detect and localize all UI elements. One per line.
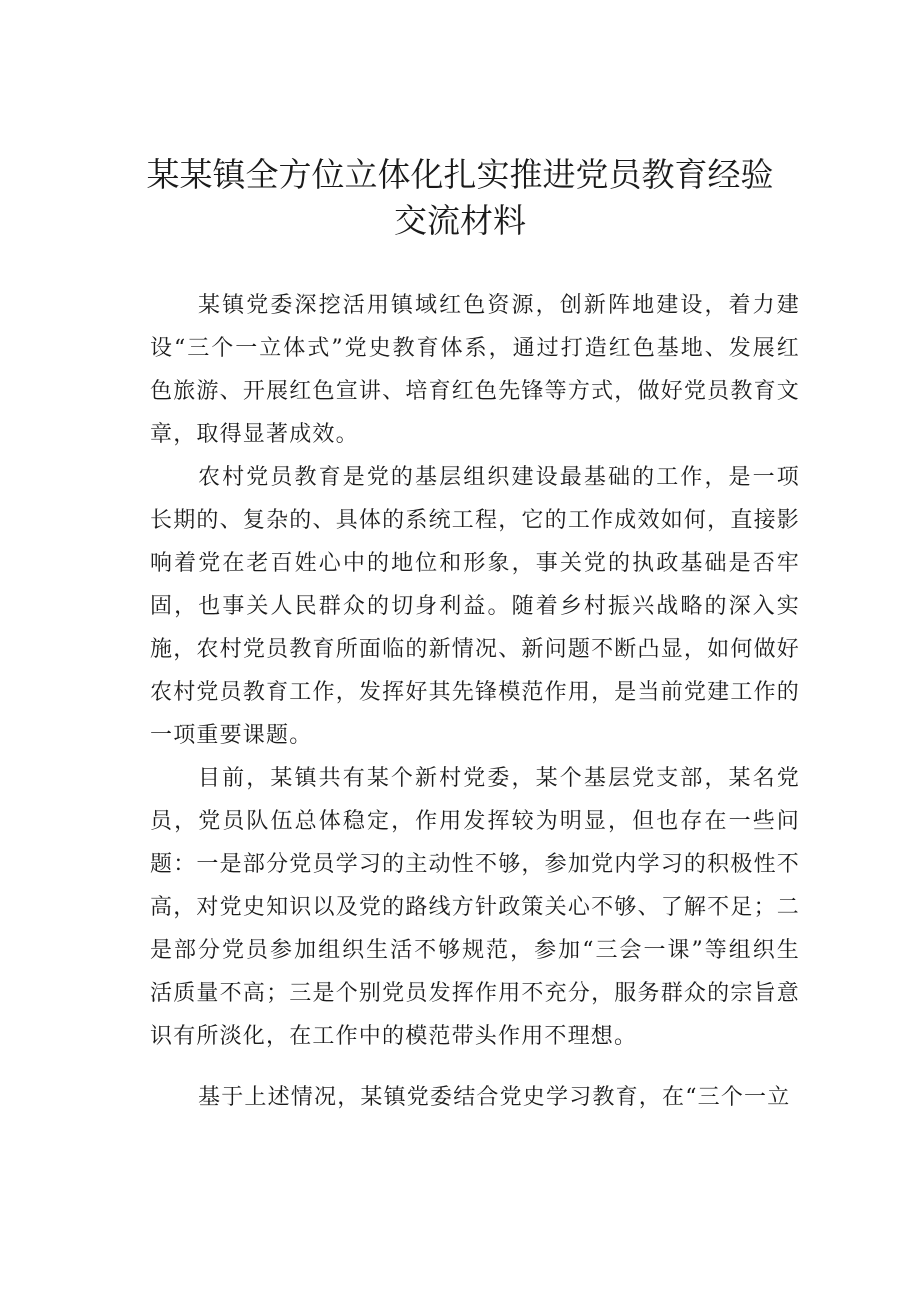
document-body [150, 284, 800, 1119]
paragraph-current-status: 目前，某镇共有某个新村党委，某个基层党支部，某名党员，党员队伍总体稳定，作用发挥较为明显，但也存在一些问题：一是部分党员学习的主动性不够，参加党内学习的积极性不高，对党史知识以及党的路线方针政策关心不够、了解不足；二是部分党员参加组织生活不够规范，参加“三会一课”等组织生活质量不高；三是个别党员发挥作用不充分，服务群众的宗旨意识有所淡化，在工作中的模范带头作用不理想。 [150, 766, 800, 1049]
title-line-1: 某某镇全方位立体化扎实推进党员教育经验 [146, 155, 774, 194]
paragraph-intro: 某镇党委深挖活用镇域红色资源，创新阵地建设，着力建设“三个一立体式”党史教育体系，通过打造红色基地、发展红色旅游、开展红色宣讲、培育红色先锋等方式，做好党员教育文章，取得显著成效。 [150, 293, 800, 447]
title-line-2: 交流材料 [394, 201, 526, 240]
document-title [110, 152, 810, 244]
paragraph-rural-education: 农村党员教育是党的基层组织建设最基础的工作，是一项长期的、复杂的、具体的系统工程，它的工作成效如何，直接影响着党在老百姓心中的地位和形象，事关党的执政基础是否牢固，也事关人民群众的切身利益。随着乡村振兴战略的深入实施，农村党员教育所面临的新情况、新问题不断凸显，如何做好农村党员教育工作，发挥好其先锋模范作用，是当前党建工作的一项重要课题。 [150, 465, 800, 748]
paragraph-based-on: 基于上述情况，某镇党委结合党史学习教育，在“三个一立 [198, 1085, 791, 1110]
